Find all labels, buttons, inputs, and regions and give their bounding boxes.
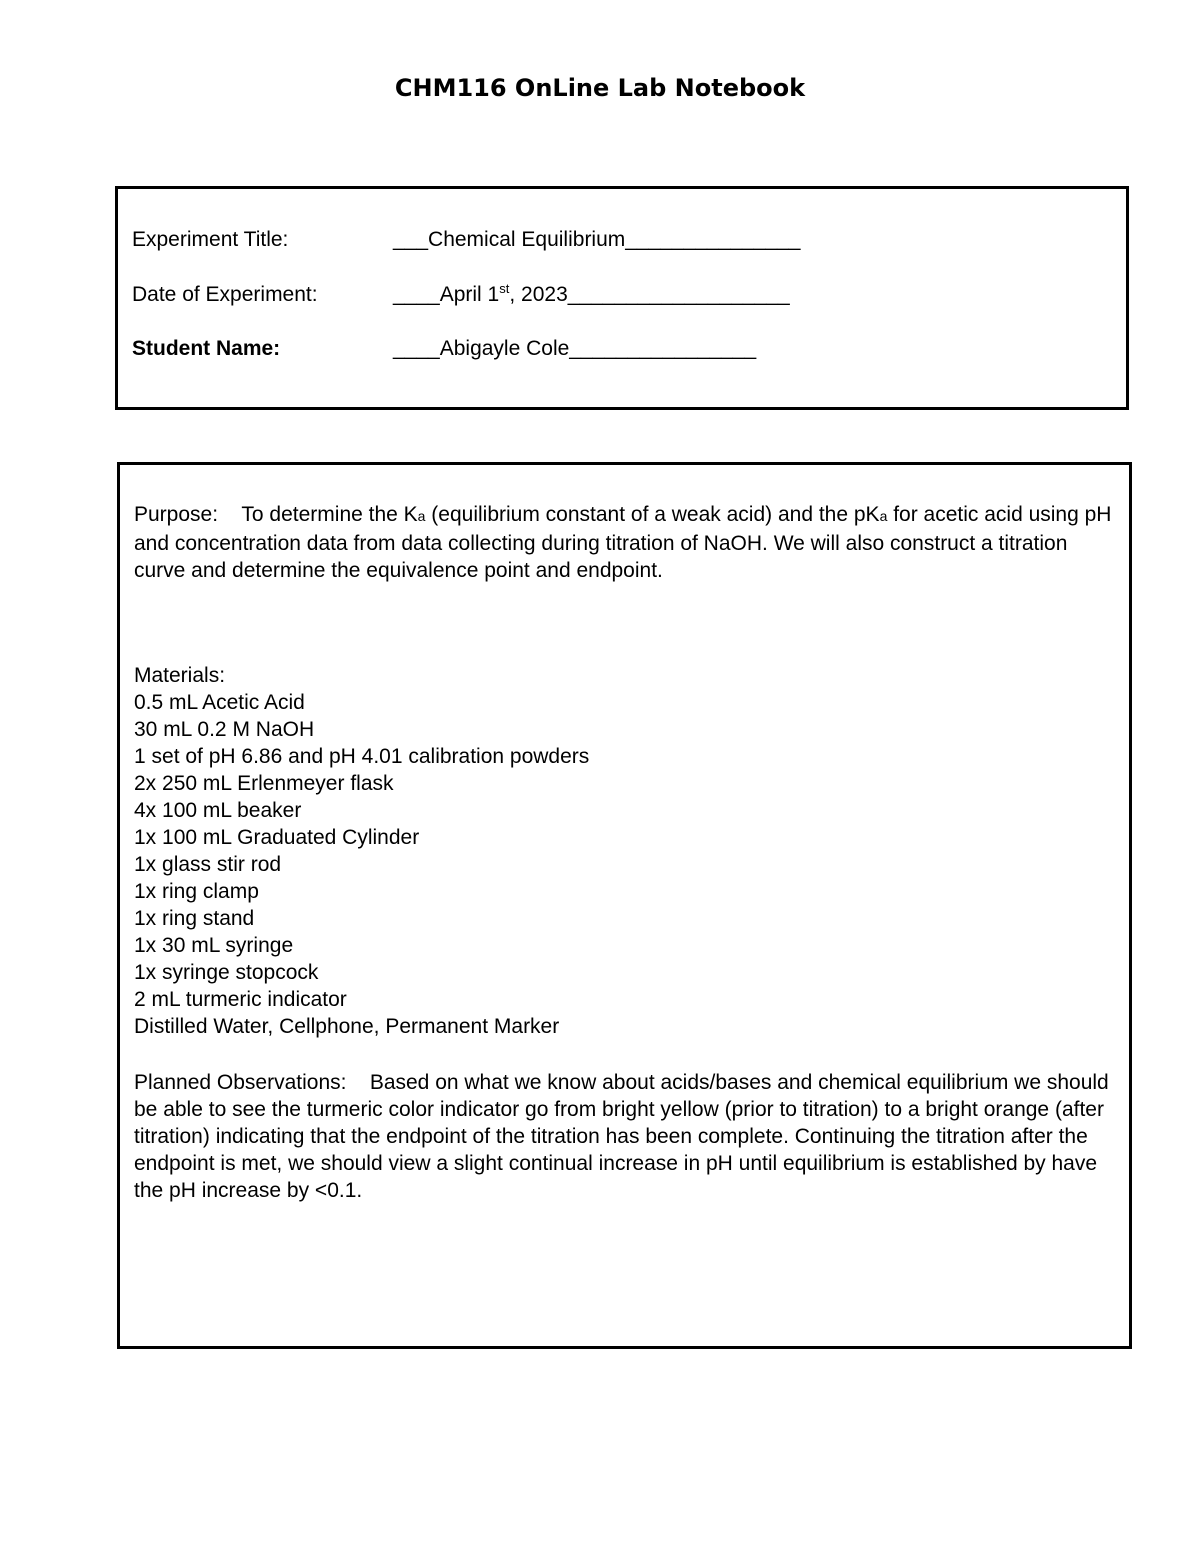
date-value	[393, 281, 790, 309]
material-item: 1 set of pH 6.86 and pH 4.01 calibration powders	[134, 745, 590, 768]
date-suffix: , 2023___________________	[509, 283, 790, 306]
material-item: 1x syringe stopcock	[134, 961, 319, 984]
purpose-label: Purpose:	[134, 503, 219, 526]
observations-label: Planned Observations:	[134, 1071, 347, 1094]
date-ordinal: st	[499, 281, 510, 296]
student-name-value: ____Abigayle Cole________________	[393, 337, 757, 360]
material-item: 30 mL 0.2 M NaOH	[134, 718, 315, 741]
experiment-info-box	[115, 186, 1129, 410]
experiment-title-value: ___Chemical Equilibrium_______________	[393, 228, 801, 251]
material-item: 1x ring clamp	[134, 880, 259, 903]
purpose-section	[134, 501, 1119, 584]
material-item: 1x glass stir rod	[134, 853, 282, 876]
student-name-label: Student Name:	[132, 337, 281, 360]
date-prefix: ____April 1	[393, 283, 500, 306]
observations-section	[134, 1069, 1119, 1204]
lab-content-box	[117, 462, 1132, 1349]
experiment-title-label: Experiment Title:	[132, 228, 289, 251]
material-item: 0.5 mL Acetic Acid	[134, 691, 305, 714]
material-item: 2 mL turmeric indicator	[134, 988, 347, 1011]
purpose-sub-1: a	[417, 508, 426, 524]
materials-label: Materials:	[134, 664, 226, 687]
purpose-text-3: for acetic acid using pH and concentration data from data collecting during titration of NaOH. We will also construct a titration curve and determine the equivalence point and endpoint.	[134, 503, 1112, 582]
materials-section	[134, 662, 1119, 1040]
material-item: 1x ring stand	[134, 907, 255, 930]
material-item: 2x 250 mL Erlenmeyer flask	[134, 772, 394, 795]
page-title: CHM116 OnLine Lab Notebook	[394, 74, 806, 102]
purpose-sub-2: a	[879, 508, 888, 524]
material-item: 1x 30 mL syringe	[134, 934, 294, 957]
materials-list	[134, 689, 1119, 1040]
observations-text: Based on what we know about acids/bases and chemical equilibrium we should be able to see the turmeric color indicator go from bright yellow (prior to titration) to a bright orange (after titration) indicating that the endpoint of the titration has been complete. Continuing the titration after the endpoint is met, we should view a slight continual increase in pH until equilibrium is established by have the pH increase by <0.1.	[134, 1071, 1109, 1202]
purpose-text-2: (equilibrium constant of a weak acid) and the pK	[425, 503, 880, 526]
material-item: 4x 100 mL beaker	[134, 799, 302, 822]
material-item: Distilled Water, Cellphone, Permanent Marker	[134, 1015, 560, 1038]
purpose-text-1: To determine the K	[241, 503, 418, 526]
material-item: 1x 100 mL Graduated Cylinder	[134, 826, 420, 849]
date-label: Date of Experiment:	[132, 283, 318, 306]
